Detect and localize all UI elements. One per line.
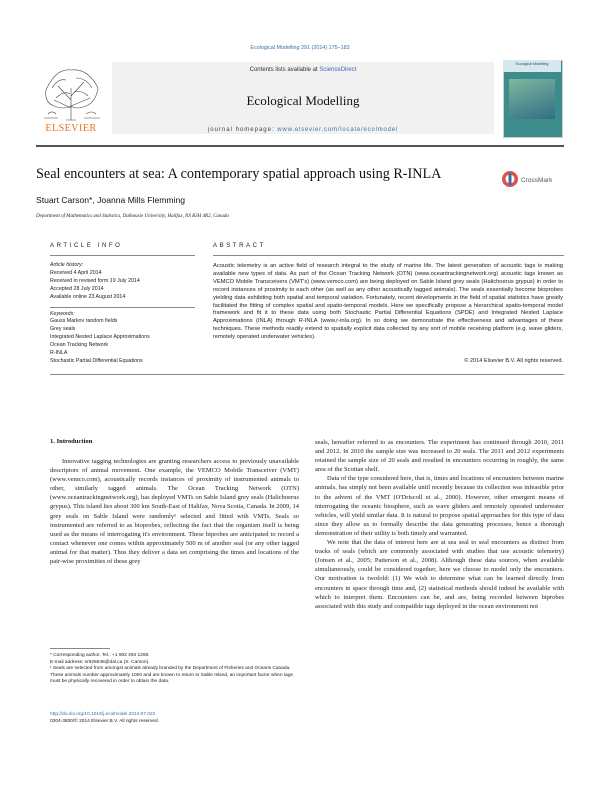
body-paragraph: Innovative tagging technologies are granting researchers access to previously unavailable descriptors of animal movement. One example, the VEMCO Mobile Transceiver (VMT) (www.vemco.com), acoustically records instances of proximity of instrumented animals to other, similarly tagged animals. The Ocean Tracking Network (OTN) (www.oceantrackingnetwork.org), has deployed VMTs on Sable Island grey seals (Halichoerus grypus). This island lies about 300 km South-East of Halifax, Nova Scotia, Canada. In 2009, 14 grey seals on Sable Island were randomly¹ selected and fitted with VMTs. Seals so instrumented are referred to as bioprobes, reflecting the fact that the organism itself is being used as the means of interrogating it's environment. These biprobes are anticipated to record a contact whenever one comes within approximately 500 m of another seal (or any other tagged animal for that matter). Thus they deliver a data set comprising the times and locations of the pair-wise proximities of these grey	[50, 458, 300, 566]
paper-title: Seal encounters at sea: A contemporary spatial approach using R-INLA	[36, 166, 442, 182]
footnote-email[interactable]: E-mail address: sr925638@dal.ca (S. Carson).	[50, 659, 150, 665]
abstract-text: Acoustic telemetry is an active field of research integral to the study of marine life. The latest generation of acoustic tags is making available new types of data. As part of the Ocean Tracking Network (OTN) (www.oceantrackingnetwork.org) acoustic tags known as VEMCO Mobile Transceivers (VMT's) (www.vemco.com) are being deployed on Sable Island grey seals (Halichoerus grypus) in order to record instances of proximity to each other (as well as any other acoustically tagged animals). The seals essentially become bioprobes yielding data exhibiting both spatial and temporal variation. Fortunately, recent developments in the field of spatial statistics have greatly facilitated the fitting of complex spatial and spatio-temporal models. Here we specifically propose a hierarchical spatio-temporal model framework and fit it to these data using both Stochastic Partial Differential Equations (SPDE) and Integrated Nested Laplace Approximations (INLA) through R-INLA (www.r-inla.org). In so doing we demonstrate the effectiveness and advantages of these techniques. These methods readily extend to spatially explicit data collected by any sort of mobile receiving platform (e.g. wave gliders, remotely operated underwater vehicles).	[213, 263, 563, 341]
left-column	[50, 457, 299, 566]
keyword: Grey seals	[50, 326, 76, 333]
article-info	[50, 262, 190, 366]
publisher-wordmark: ELSEVIER	[45, 123, 97, 134]
contents-line	[112, 67, 494, 73]
journal-citation[interactable]: Ecological Modelling 291 (2014) 175–183	[250, 45, 350, 51]
body-paragraph: seals, hereafter referred to as encounters. The experiment has continued through 2010, 2011 and 2012. In 2010 the sample size was increased to 20 seals. The 2011 and 2012 experiments retained the sample size of 20 seals and resulted in encounters occurring in roughly, the same area of the Scotian shelf.	[315, 439, 564, 474]
header-rule	[36, 145, 564, 147]
abstract-rule	[213, 255, 564, 256]
keywords-rule	[50, 307, 195, 308]
homepage-label: journal homepage:	[207, 127, 278, 133]
section-heading-introduction: 1. Introduction	[50, 438, 93, 445]
keyword: R-INLA	[50, 350, 68, 357]
journal-cover-image	[509, 79, 555, 119]
keywords-label: Keywords:	[50, 310, 75, 317]
footnote-seals: ¹ Seals are selected from amongst animals already branded by the Department of Fisheries and Oceans Canada. These animals number approximately 1000 and are known to return to Sable Island, an important factor when tags must be physically recovered in order to obtain the data.	[50, 666, 293, 685]
sciencedirect-link[interactable]: ScienceDirect	[319, 67, 357, 73]
doi-link[interactable]: http://dx.doi.org/10.1016/j.ecolmodel.2014.07.022	[50, 712, 156, 717]
history-item: Received in revised form 19 July 2014	[50, 277, 140, 284]
right-column	[315, 438, 564, 611]
article-info-rule	[50, 255, 195, 256]
doi-block	[50, 712, 350, 725]
contents-prefix: Contents lists available at	[249, 67, 320, 73]
crossmark-label: CrossMark	[521, 177, 553, 184]
keyword: Ocean Tracking Network	[50, 342, 108, 349]
abstract-copyright: © 2014 Elsevier B.V. All rights reserved.	[464, 358, 563, 364]
abstract-heading: ABSTRACT	[213, 243, 266, 249]
footnote-rule	[50, 648, 110, 649]
history-label: Article history:	[50, 262, 84, 268]
history-item: Available online 23 August 2014	[50, 293, 126, 300]
footnotes	[50, 653, 299, 686]
article-info-heading: ARTICLE INFO	[50, 243, 123, 249]
elsevier-tree-logo	[36, 60, 106, 130]
footnote-corresponding: * Corresponding author. Tel.: +1 902 494 1268.	[50, 653, 150, 658]
keyword: Integrated Nested Laplace Approximations	[50, 334, 150, 341]
keyword: Stochastic Partial Differential Equations	[50, 357, 143, 364]
homepage-link[interactable]: www.elsevier.com/locate/ecolmodel	[277, 127, 399, 133]
history-item: Accepted 28 July 2014	[50, 285, 104, 292]
journal-title: Ecological Modelling	[246, 93, 360, 108]
history-item: Received 4 April 2014	[50, 269, 102, 276]
keyword: Gauss Markov random fields	[50, 318, 118, 325]
author-list: Stuart Carson*, Joanna Mills Flemming	[36, 195, 186, 205]
author-affiliation: Department of Mathematics and Statistics, Dalhousie University, Halifax, NS B3H 4R2, Canada	[36, 214, 229, 219]
body-paragraph: We note that the data of interest here are at sea seal to seal encounters as distinct from tracks of seals (which are commonly associated with studies that use acoustic telemetry) (Jonsen et al., 2005; Patterson et al., 2008). Although these data sources, when available simultaneously, could be considered together, here we choose to model only the encounters. Our motivation is twofold: (1) We wish to determine what can be learned directly from encounters in space through time and, (2) statistical methods should indeed be available with which to interpret them. Encounters can be, and are, being recorded between biprobes associated with this study and compatible tags deployed in the ocean environment not	[315, 539, 564, 610]
issn-line: 0304-3800/© 2014 Elsevier B.V. All rights reserved.	[50, 718, 159, 724]
crossmark-badge[interactable]	[500, 169, 564, 189]
abstract-bottom-rule	[50, 374, 564, 375]
body-paragraph: Data of the type considered here, that is, times and locations of encounters between marine animals, has simply not been available until recently because its collection was infeasible prior to the advent of the VMT (O'Driscoll et al., 2000). However, other emergent means of interrogating the oceanic biosphere, such as wave gliders and remotely operated underwater vehicles, will yield similar data. It is natural to propose spatial approaches for this type of data since they allow us to formally describe the data generating processes, hence a thorough demonstration of their utility is both timely and warranted.	[315, 475, 564, 537]
journal-cover-title: Ecological Modelling	[515, 62, 549, 66]
journal-homepage-line	[112, 127, 494, 133]
